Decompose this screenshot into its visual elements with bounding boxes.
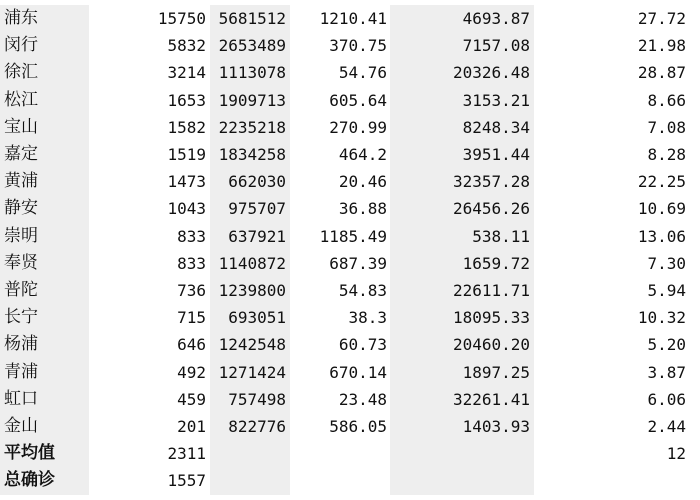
density-cell[interactable]: 538.11 xyxy=(390,223,534,250)
table-row xyxy=(0,195,700,222)
population-cell[interactable]: 1271424 xyxy=(210,359,290,386)
summary-value-cell[interactable]: 2311 xyxy=(167,444,206,464)
district-cell[interactable]: 静安 xyxy=(0,195,89,222)
population-cell[interactable]: 1239800 xyxy=(210,277,290,304)
density-cell[interactable]: 1897.25 xyxy=(390,359,534,386)
confirmed-cases-cell[interactable]: 1519 xyxy=(167,145,206,164)
confirmed-cases-cell[interactable]: 1473 xyxy=(167,172,206,192)
confirmed-cases-cell[interactable]: 492 xyxy=(177,362,206,382)
district-cell[interactable]: 金山 xyxy=(0,413,89,440)
density-cell[interactable]: 20326.48 xyxy=(390,59,534,86)
area-cell[interactable]: 54.76 xyxy=(338,63,387,83)
table-row xyxy=(0,223,700,250)
area-cell[interactable]: 54.83 xyxy=(338,281,387,300)
district-cell[interactable]: 崇明 xyxy=(0,223,89,250)
district-cell[interactable]: 虹口 xyxy=(0,386,89,413)
density-cell[interactable]: 4693.87 xyxy=(390,5,534,32)
district-cell[interactable]: 浦东 xyxy=(0,5,89,32)
district-cell[interactable]: 普陀 xyxy=(0,277,89,304)
table-row xyxy=(0,87,700,114)
summary-label-cell[interactable]: 平均值 xyxy=(0,440,89,467)
rate-cell[interactable]: 28.87 xyxy=(637,63,686,83)
empty-cell[interactable] xyxy=(290,467,390,494)
population-cell[interactable]: 1834258 xyxy=(210,141,290,168)
cut-off-header xyxy=(390,0,534,4)
rate-cell[interactable]: 10.69 xyxy=(637,199,686,219)
area-cell[interactable]: 20.46 xyxy=(338,172,387,192)
area-cell[interactable]: 270.99 xyxy=(329,117,387,137)
confirmed-cases-cell[interactable]: 833 xyxy=(177,253,206,273)
area-cell[interactable]: 687.39 xyxy=(329,253,387,273)
rate-cell[interactable]: 5.20 xyxy=(647,335,686,355)
density-cell[interactable]: 32261.41 xyxy=(390,386,534,413)
district-cell[interactable]: 徐汇 xyxy=(0,59,89,86)
density-cell[interactable]: 32357.28 xyxy=(390,168,534,195)
table-row xyxy=(0,59,700,86)
area-cell[interactable]: 464.2 xyxy=(338,145,387,164)
area-cell[interactable]: 605.64 xyxy=(329,90,387,110)
area-cell[interactable]: 23.48 xyxy=(338,389,387,409)
population-cell[interactable]: 757498 xyxy=(210,386,290,413)
area-cell[interactable]: 60.73 xyxy=(338,335,387,355)
rate-cell[interactable]: 7.30 xyxy=(647,253,686,273)
district-cell[interactable]: 宝山 xyxy=(0,114,89,141)
district-cell[interactable]: 青浦 xyxy=(0,359,89,386)
density-cell[interactable]: 3153.21 xyxy=(390,87,534,114)
population-cell[interactable]: 1242548 xyxy=(210,331,290,358)
confirmed-cases-cell[interactable]: 736 xyxy=(177,281,206,300)
empty-cell[interactable] xyxy=(390,467,534,494)
confirmed-cases-cell[interactable]: 715 xyxy=(177,308,206,328)
table-row xyxy=(0,413,700,440)
population-cell[interactable]: 693051 xyxy=(210,304,290,331)
table-row xyxy=(0,141,700,168)
confirmed-cases-cell[interactable]: 1043 xyxy=(167,199,206,219)
summary-value-cell[interactable]: 1557 xyxy=(167,471,206,491)
summary-row xyxy=(0,440,700,467)
population-cell[interactable]: 637921 xyxy=(210,223,290,250)
table-row xyxy=(0,168,700,195)
rate-cell[interactable]: 2.44 xyxy=(647,417,686,436)
empty-cell[interactable] xyxy=(290,440,390,467)
population-cell[interactable]: 1113078 xyxy=(210,59,290,86)
population-cell[interactable]: 1140872 xyxy=(210,250,290,277)
rate-cell[interactable]: 7.08 xyxy=(647,117,686,137)
table-row xyxy=(0,359,700,386)
confirmed-cases-cell[interactable]: 5832 xyxy=(167,36,206,56)
table-row xyxy=(0,114,700,141)
rate-cell[interactable]: 21.98 xyxy=(637,36,686,56)
summary-rate-cell[interactable] xyxy=(534,467,690,494)
confirmed-cases-cell[interactable]: 1582 xyxy=(167,117,206,137)
confirmed-cases-cell[interactable]: 459 xyxy=(177,389,206,409)
area-cell[interactable]: 1210.41 xyxy=(319,9,387,28)
table-row xyxy=(0,277,700,304)
density-cell[interactable]: 7157.08 xyxy=(390,32,534,59)
rate-cell[interactable]: 22.25 xyxy=(637,172,686,192)
district-cell[interactable]: 闵行 xyxy=(0,32,89,59)
confirmed-cases-cell[interactable]: 15750 xyxy=(157,9,206,28)
population-cell[interactable]: 2653489 xyxy=(210,32,290,59)
district-cell[interactable]: 松江 xyxy=(0,87,89,114)
rate-cell[interactable]: 6.06 xyxy=(647,389,686,409)
area-cell[interactable]: 670.14 xyxy=(329,362,387,382)
rate-cell[interactable]: 27.72 xyxy=(637,9,686,28)
density-cell[interactable]: 26456.26 xyxy=(390,195,534,222)
rate-cell[interactable]: 8.66 xyxy=(647,90,686,110)
summary-row xyxy=(0,467,700,494)
area-cell[interactable]: 1185.49 xyxy=(319,226,387,246)
confirmed-cases-cell[interactable]: 3214 xyxy=(167,63,206,83)
density-cell[interactable]: 22611.71 xyxy=(390,277,534,304)
summary-rate-cell[interactable]: 12 xyxy=(666,444,686,464)
density-cell[interactable]: 8248.34 xyxy=(390,114,534,141)
empty-cell[interactable] xyxy=(210,467,290,494)
density-cell[interactable]: 1659.72 xyxy=(390,250,534,277)
confirmed-cases-cell[interactable]: 1653 xyxy=(167,90,206,110)
district-cell[interactable]: 奉贤 xyxy=(0,250,89,277)
confirmed-cases-cell[interactable]: 833 xyxy=(177,226,206,246)
rate-cell[interactable]: 10.32 xyxy=(637,308,686,328)
table-row xyxy=(0,32,700,59)
confirmed-cases-cell[interactable]: 201 xyxy=(177,417,206,436)
area-cell[interactable]: 36.88 xyxy=(338,199,387,219)
population-cell[interactable]: 662030 xyxy=(210,168,290,195)
table-row xyxy=(0,5,700,32)
area-cell[interactable]: 370.75 xyxy=(329,36,387,56)
table-row xyxy=(0,304,700,331)
rate-cell[interactable]: 3.87 xyxy=(647,362,686,382)
rate-cell[interactable]: 8.28 xyxy=(647,145,686,164)
density-cell[interactable]: 18095.33 xyxy=(390,304,534,331)
table-row xyxy=(0,386,700,413)
rate-cell[interactable]: 5.94 xyxy=(647,281,686,300)
district-cell[interactable]: 杨浦 xyxy=(0,331,89,358)
density-cell[interactable]: 1403.93 xyxy=(390,413,534,440)
district-cell[interactable]: 长宁 xyxy=(0,304,89,331)
empty-cell[interactable] xyxy=(210,440,290,467)
district-cell[interactable]: 黄浦 xyxy=(0,168,89,195)
population-cell[interactable]: 975707 xyxy=(210,195,290,222)
summary-label-cell[interactable]: 总确诊 xyxy=(0,467,89,494)
area-cell[interactable]: 586.05 xyxy=(329,417,387,436)
rate-cell[interactable]: 13.06 xyxy=(637,226,686,246)
table-row xyxy=(0,331,700,358)
population-cell[interactable]: 5681512 xyxy=(210,5,290,32)
table-row xyxy=(0,250,700,277)
population-cell[interactable]: 2235218 xyxy=(210,114,290,141)
population-cell[interactable]: 1909713 xyxy=(210,87,290,114)
area-cell[interactable]: 38.3 xyxy=(348,308,387,328)
density-cell[interactable]: 3951.44 xyxy=(390,141,534,168)
empty-cell[interactable] xyxy=(390,440,534,467)
confirmed-cases-cell[interactable]: 646 xyxy=(177,335,206,355)
density-cell[interactable]: 20460.20 xyxy=(390,331,534,358)
district-cell[interactable]: 嘉定 xyxy=(0,141,89,168)
population-cell[interactable]: 822776 xyxy=(210,413,290,440)
